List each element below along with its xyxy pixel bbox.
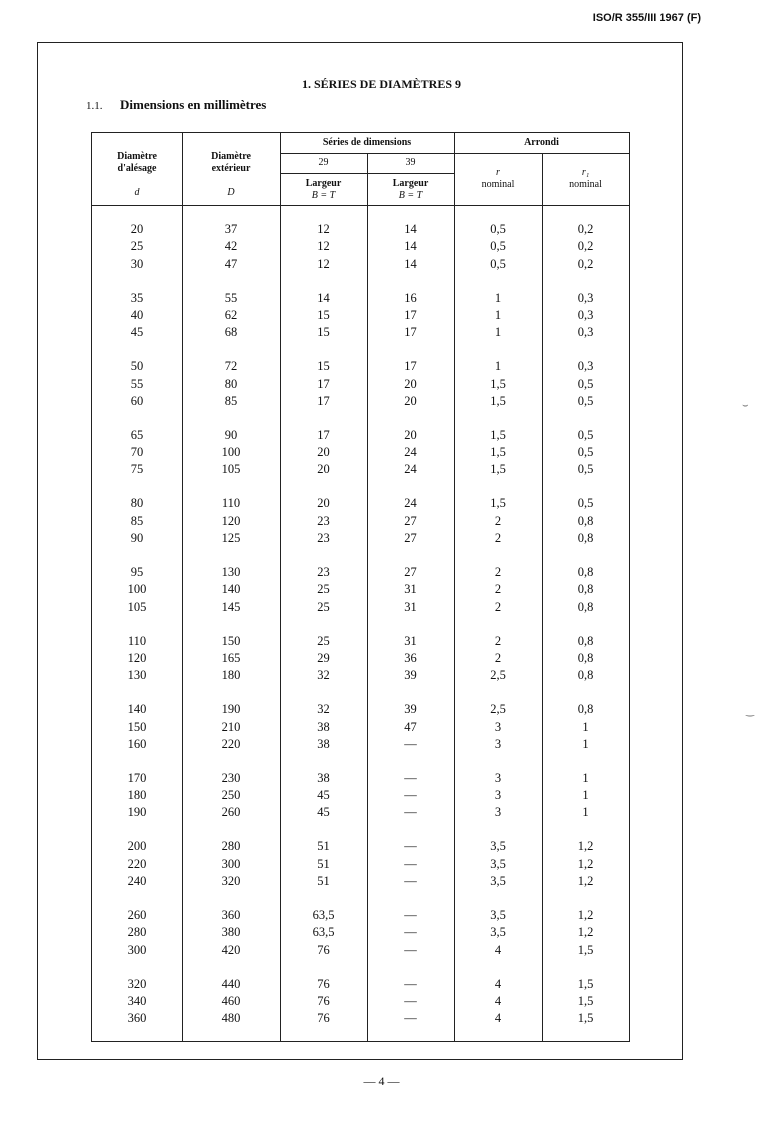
cell-width-29: 38 [317,719,330,734]
cell-r1: 0,3 [577,307,594,322]
cell-r: 1 [494,359,502,374]
cell-r1: 0,8 [577,633,594,648]
cell-r: 1,5 [490,376,506,391]
cell-outer: 42 [224,239,238,254]
cell-r: 3,5 [490,839,506,854]
cell-r: 2 [494,565,502,579]
cell-outer: 360 [221,908,241,922]
cell-r: 2,5 [490,668,506,683]
cell-r: 1 [494,325,502,340]
cell-width-29: 38 [317,770,330,785]
cell-bore: 360 [127,1011,147,1026]
cell-width-39: 20 [404,393,417,408]
cell-r: 2 [494,513,502,528]
header-series-group: Séries de dimensions [322,137,412,148]
cell-outer: 130 [221,565,241,579]
cell-outer: 190 [221,702,241,717]
cell-r1: 0,5 [577,462,594,477]
cell-bore: 220 [127,856,147,871]
cell-outer: 80 [224,376,238,391]
cell-width-29: 32 [317,668,330,683]
cell-r: 1 [494,290,502,305]
cell-r: 2 [494,599,502,614]
cell-bore: 120 [127,650,147,665]
cell-outer: 72 [224,359,238,374]
cell-bore: 80 [130,496,144,511]
cell-bore: 60 [130,393,144,408]
cell-width-39: 27 [404,565,417,579]
cell-bore: 45 [130,325,144,340]
cell-width-39: — [404,908,417,922]
cell-width-29: 51 [317,874,330,888]
cell-width-29: 76 [317,1011,330,1026]
margin-mark: ‿ [746,706,755,717]
cell-width-29: 76 [317,993,330,1008]
cell-outer: 140 [221,582,241,597]
header-arrondi: Arrondi [524,137,559,148]
cell-bore: 75 [130,462,144,477]
cell-width-29: 25 [317,599,330,614]
cell-width-29: 20 [317,496,330,511]
cell-bore: 85 [130,513,144,528]
cell-outer: 110 [221,496,241,511]
header-series-29: 29 [318,157,329,168]
cell-r: 3 [494,770,502,785]
cell-bore: 130 [127,668,147,683]
cell-width-29: 23 [317,531,330,545]
page-number: — 4 — [363,1074,400,1088]
cell-r1: 0,2 [577,256,594,271]
cell-width-29: 29 [317,650,330,665]
cell-bore: 180 [127,788,147,803]
subsection-number: 1.1. [86,100,103,112]
cell-r1: 0,8 [577,668,594,683]
cell-outer: 280 [221,839,241,854]
cell-r: 0,5 [490,256,506,271]
cell-r1: 1,2 [577,856,594,871]
cell-r: 0,5 [490,239,506,254]
cell-width-39: 17 [404,359,417,374]
cell-outer: 105 [221,462,241,477]
cell-r1: 0,8 [577,702,594,717]
cell-width-29: 15 [317,307,330,322]
cell-width-29: 15 [317,359,330,374]
cell-width-29: 12 [317,239,330,254]
cell-bore: 110 [127,633,147,648]
cell-width-39: — [404,839,417,854]
section-title: 1. SÉRIES DE DIAMÈTRES 9 [301,77,462,91]
cell-r: 2 [494,650,502,665]
cell-bore: 70 [130,445,144,460]
dimensions-table [91,132,630,1042]
cell-r: 3,5 [490,925,506,940]
cell-width-29: 32 [317,702,330,717]
cell-r: 3 [494,788,502,803]
cell-outer: 480 [221,1011,241,1026]
cell-width-29: 15 [317,325,330,340]
cell-bore: 260 [127,908,147,922]
cell-width-39: — [404,805,417,820]
cell-width-29: 45 [317,788,330,803]
cell-r1: 1 [582,736,589,751]
cell-width-29: 63,5 [312,925,335,940]
margin-mark: ⌣ [742,400,749,411]
cell-r1: 0,8 [577,650,594,665]
cell-r1: 0,2 [577,239,594,254]
cell-width-29: 17 [317,376,330,391]
cell-width-29: 20 [317,462,330,477]
cell-outer: 165 [221,650,241,665]
cell-r: 3 [494,719,502,734]
cell-width-39: — [404,1011,417,1026]
cell-width-39: — [404,925,417,940]
cell-r1: 0,5 [577,427,594,442]
cell-bore: 150 [127,719,147,734]
cell-r: 2 [494,531,502,545]
cell-r: 3,5 [490,856,506,871]
cell-width-39: — [404,874,417,888]
cell-r1: 0,8 [577,531,594,545]
cell-bore: 300 [127,942,147,957]
cell-bore: 55 [130,376,144,391]
cell-r1: 1 [582,719,589,734]
cell-width-29: 20 [317,445,330,460]
header-outer-diameter: Diamètre extérieur [211,151,251,174]
cell-width-29: 17 [317,427,330,442]
cell-r: 3 [494,736,502,751]
cell-r: 4 [494,942,502,957]
cell-width-39: — [404,736,417,751]
cell-width-29: 23 [317,513,330,528]
cell-r1: 0,8 [577,565,594,579]
cell-width-29: 76 [317,942,330,957]
cell-r: 1,5 [490,496,506,511]
cell-outer: 250 [221,788,241,803]
cell-width-39: 27 [404,531,417,545]
cell-bore: 90 [130,531,144,545]
cell-bore: 30 [130,256,144,271]
cell-bore: 95 [130,565,144,579]
cell-r: 1,5 [490,445,506,460]
cell-outer: 120 [221,513,241,528]
cell-outer: 300 [221,856,241,871]
cell-r: 1,5 [490,427,506,442]
cell-r: 2 [494,633,502,648]
cell-r: 4 [494,993,502,1008]
cell-width-39: 31 [404,633,417,648]
cell-bore: 190 [127,805,147,820]
cell-width-29: 12 [317,222,330,236]
cell-r1: 1,5 [577,993,594,1008]
cell-r1: 0,8 [577,599,594,614]
subsection-label: Dimensions en millimètres [120,97,267,112]
cell-bore: 50 [130,359,144,374]
cell-outer: 180 [221,668,241,683]
cell-outer: 125 [221,531,241,545]
cell-r1: 1,2 [577,925,594,940]
cell-width-29: 63,5 [312,908,335,922]
cell-width-39: — [404,993,417,1008]
cell-width-39: 39 [404,668,417,683]
cell-bore: 20 [130,222,144,236]
cell-width-39: — [404,976,417,991]
cell-width-29: 76 [317,976,330,991]
cell-r: 1,5 [490,462,506,477]
header-series-39: 39 [405,157,416,168]
cell-width-39: 14 [404,256,417,271]
cell-r1: 0,3 [577,325,594,340]
cell-r1: 1,5 [577,976,594,991]
cell-r1: 0,3 [577,359,594,374]
cell-bore: 340 [127,993,147,1008]
cell-r: 0,5 [490,222,506,236]
cell-width-39: 47 [404,719,417,734]
cell-width-39: 14 [404,239,417,254]
cell-bore: 65 [130,427,144,442]
cell-width-29: 51 [317,856,330,871]
cell-r: 3 [494,805,502,820]
cell-r: 4 [494,1011,502,1026]
cell-width-39: 20 [404,376,417,391]
header-width-39: Largeur B = T [392,178,429,201]
cell-width-39: — [404,942,417,957]
cell-width-39: 17 [404,307,417,322]
cell-outer: 145 [221,599,241,614]
cell-r: 2 [494,582,502,597]
cell-width-29: 25 [317,582,330,597]
cell-outer: 440 [221,976,241,991]
cell-width-39: 24 [404,445,417,460]
cell-bore: 25 [130,239,144,254]
cell-width-39: — [404,788,417,803]
cell-width-29: 17 [317,393,330,408]
cell-outer: 37 [224,222,238,236]
cell-r1: 0,5 [577,376,594,391]
cell-outer: 220 [221,736,241,751]
document-reference: ISO/R 355/III 1967 (F) [592,12,701,24]
cell-width-39: — [404,856,417,871]
header-bore-diameter: Diamètre d'alésage [117,151,157,174]
cell-r1: 0,3 [577,290,594,305]
header-bore-symbol: d [134,187,140,198]
cell-outer: 55 [224,290,238,305]
cell-width-29: 23 [317,565,330,579]
cell-r: 1,5 [490,393,506,408]
cell-outer: 420 [221,942,241,957]
cell-width-39: 14 [404,222,417,236]
cell-bore: 200 [127,839,147,854]
cell-width-39: 17 [404,325,417,340]
cell-width-39: 24 [404,496,417,511]
cell-r1: 0,5 [577,445,594,460]
cell-r1: 1,2 [577,874,594,888]
cell-bore: 240 [127,874,147,888]
cell-width-39: — [404,770,417,785]
cell-width-39: 24 [404,462,417,477]
cell-r1: 1,2 [577,908,594,922]
cell-outer: 68 [224,325,238,340]
cell-r1: 0,5 [577,393,594,408]
cell-r: 1 [494,307,502,322]
cell-width-29: 14 [317,290,330,305]
cell-r1: 0,5 [577,496,594,511]
cell-bore: 105 [127,599,147,614]
cell-width-39: 27 [404,513,417,528]
cell-outer: 47 [224,256,238,271]
cell-r: 3,5 [490,908,506,922]
cell-outer: 460 [221,993,241,1008]
cell-bore: 40 [130,307,144,322]
cell-bore: 35 [130,290,144,305]
cell-r1: 0,2 [577,222,594,236]
cell-r1: 1 [582,805,589,820]
cell-bore: 280 [127,925,147,940]
cell-width-39: 31 [404,582,417,597]
cell-width-29: 25 [317,633,330,648]
cell-r1: 0,8 [577,582,594,597]
cell-r1: 1 [582,770,589,785]
cell-r1: 1,5 [577,1011,594,1026]
cell-width-39: 20 [404,427,417,442]
cell-width-39: 31 [404,599,417,614]
cell-width-29: 38 [317,736,330,751]
cell-bore: 320 [127,976,147,991]
cell-r1: 1,5 [577,942,594,957]
cell-outer: 62 [224,307,238,322]
cell-r1: 1 [582,788,589,803]
cell-outer: 85 [224,393,238,408]
cell-bore: 100 [127,582,147,597]
cell-outer: 260 [221,805,241,820]
cell-width-39: 39 [404,702,417,717]
cell-width-29: 12 [317,256,330,271]
cell-bore: 160 [127,736,147,751]
cell-outer: 210 [221,719,241,734]
cell-r: 2,5 [490,702,506,717]
header-r-nominal: r nominal [481,167,515,190]
cell-outer: 380 [221,925,241,940]
cell-r: 3,5 [490,874,506,888]
cell-outer: 100 [221,445,241,460]
cell-width-29: 51 [317,839,330,854]
header-r1-nominal: r₁ nominal [569,167,602,190]
cell-width-29: 45 [317,805,330,820]
subsection-title [86,97,266,113]
header-outer-symbol: D [227,187,235,198]
cell-outer: 320 [221,874,241,888]
cell-bore: 170 [127,770,147,785]
cell-width-39: 36 [404,650,417,665]
cell-r1: 0,8 [577,513,594,528]
cell-outer: 90 [224,427,238,442]
header-width-29: Largeur B = T [305,178,342,201]
cell-r: 4 [494,976,502,991]
cell-r1: 1,2 [577,839,594,854]
cell-outer: 150 [221,633,241,648]
cell-width-39: 16 [404,290,417,305]
cell-bore: 140 [127,702,147,717]
cell-outer: 230 [221,770,241,785]
